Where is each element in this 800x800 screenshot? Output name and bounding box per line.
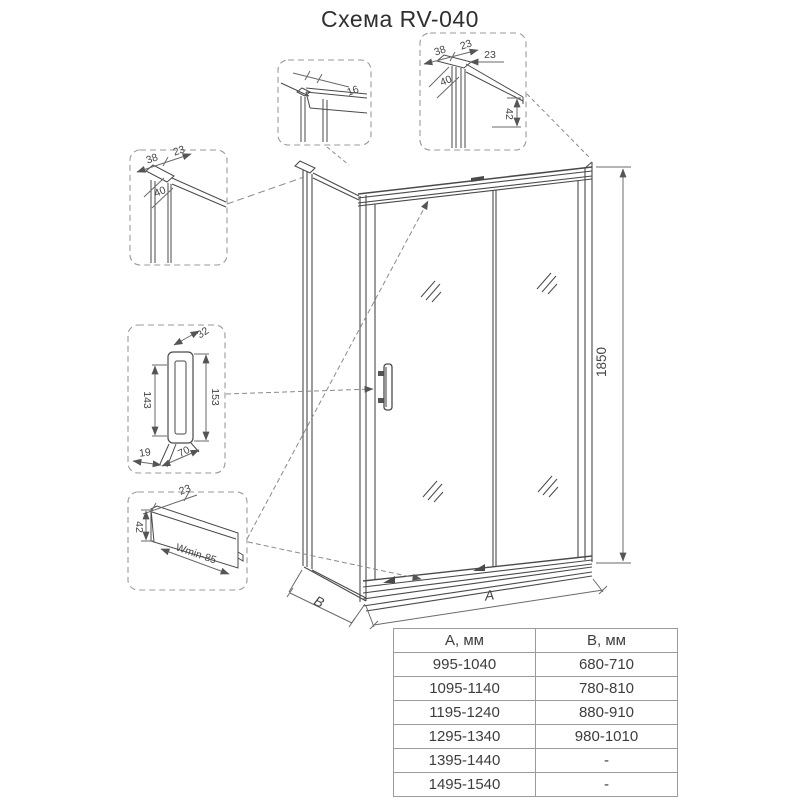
dim-label-tr-23b: 23 [484, 49, 496, 61]
dimension-a [366, 579, 607, 629]
glass-marks [421, 273, 558, 502]
table-cell: 1195-1240 [394, 701, 536, 725]
dim-label-tr-38: 38 [432, 43, 448, 59]
dim-label-h-19: 19 [138, 446, 152, 460]
dim-label-b: B [311, 592, 327, 611]
table-cell: 880-910 [536, 701, 678, 725]
table-cell: 980-1010 [536, 725, 678, 749]
rail-roller-cover [471, 176, 484, 182]
door-handle [378, 364, 392, 410]
table-row [394, 653, 678, 677]
dim-label-wp-40: 40 [152, 184, 168, 200]
table-cell: - [536, 773, 678, 797]
dim-label-tr-23: 23 [458, 37, 474, 53]
table-cell: 780-810 [536, 677, 678, 701]
dim-label-s-42: 42 [133, 521, 145, 533]
dim-label-s-23: 23 [177, 482, 193, 498]
detail-sill [128, 482, 247, 590]
table-header-row [394, 629, 678, 653]
dim-label-wp-23: 23 [171, 143, 187, 159]
page-title: Схема RV-040 [321, 6, 479, 32]
table-row [394, 773, 678, 797]
dimension-1850 [594, 167, 631, 563]
wall-bracket [295, 161, 315, 173]
dim-label-tr-40: 40 [438, 73, 454, 89]
dim-label-tr-42: 42 [503, 108, 515, 120]
detail-handle [128, 325, 225, 473]
table-cell: 1095-1140 [394, 677, 536, 701]
front-panel [358, 162, 592, 611]
table-row [394, 725, 678, 749]
table-cell: - [536, 749, 678, 773]
leader-lines [226, 94, 589, 579]
table-cell: 995-1040 [394, 653, 536, 677]
table-row [394, 749, 678, 773]
table-cell: 680-710 [536, 653, 678, 677]
dim-label-wp-38: 38 [144, 151, 160, 167]
main-drawing [295, 161, 592, 611]
table-row [394, 701, 678, 725]
column-header-a: А, мм [394, 629, 536, 653]
dim-label-h-32: 32 [194, 324, 212, 342]
dim-label-a: A [483, 586, 496, 604]
table-cell: 1495-1540 [394, 773, 536, 797]
size-table [393, 628, 678, 797]
table-cell: 1395-1440 [394, 749, 536, 773]
column-header-b: В, мм [536, 629, 678, 653]
detail-wall-profile [130, 143, 227, 265]
detail-top-right [420, 33, 526, 150]
side-panel [295, 161, 366, 601]
detail-top-corner [278, 60, 371, 145]
roller-right [473, 564, 485, 571]
dim-label-1850: 1850 [594, 346, 609, 378]
dim-label-s-wmin: Wmin-85 [174, 541, 218, 567]
dim-label-h-153: 153 [209, 388, 221, 406]
dim-label-h-70: 70 [176, 444, 192, 460]
dim-label-h-143: 143 [141, 391, 153, 409]
table-cell: 1295-1340 [394, 725, 536, 749]
table-row [394, 677, 678, 701]
dim-label-16: 16 [345, 83, 361, 99]
